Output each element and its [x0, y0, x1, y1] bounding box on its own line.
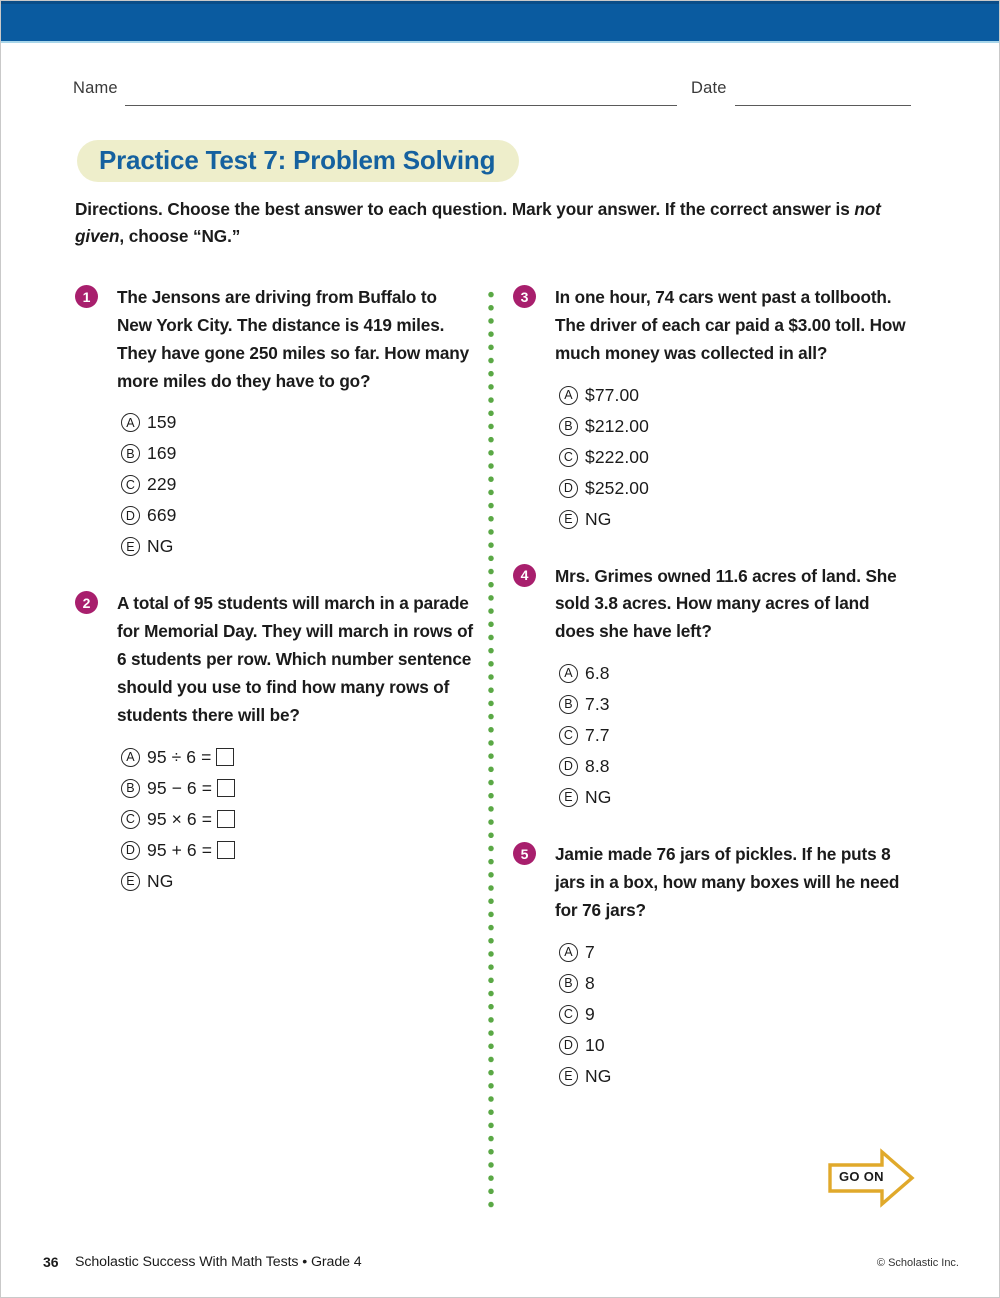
answer-choice-text: 159	[147, 412, 177, 433]
answer-bubble-d[interactable]: D	[559, 479, 578, 498]
directions-suffix: , choose “NG.”	[119, 225, 241, 246]
answer-bubble-a[interactable]: A	[121, 413, 140, 432]
question-4	[513, 563, 913, 814]
answer-choice-list	[559, 937, 913, 1092]
go-on-label: GO ON	[839, 1169, 884, 1184]
answer-bubble-b[interactable]: B	[559, 417, 578, 436]
answer-choice-list	[121, 407, 475, 562]
answer-choice-text: 95 ÷ 6 =	[147, 746, 212, 767]
answer-bubble-e[interactable]: E	[559, 1067, 578, 1086]
answer-bubble-d[interactable]: D	[121, 506, 140, 525]
answer-choice-text: 95 × 6 =	[147, 808, 213, 829]
answer-choice-text: NG	[585, 787, 612, 808]
page-footer	[43, 1254, 959, 1274]
answer-choice-text: NG	[585, 508, 612, 529]
dotted-column-divider	[488, 288, 494, 1208]
answer-choice-text: 95 + 6 =	[147, 839, 213, 860]
answer-choice[interactable]	[121, 407, 475, 438]
questions-column-right	[513, 284, 913, 1120]
answer-choice[interactable]	[559, 751, 913, 782]
question-text: In one hour, 74 cars went past a tollbooth. The driver of each car paid a $3.00 toll. How much money was collected in all?	[555, 287, 906, 363]
answer-choice[interactable]	[121, 835, 475, 866]
answer-bubble-d[interactable]: D	[559, 757, 578, 776]
page-number: 36	[43, 1254, 59, 1270]
answer-choice-text: 7.3	[585, 694, 610, 715]
question-3	[513, 284, 913, 535]
question-text: A total of 95 students will march in a parade for Memorial Day. They will march in rows of 6 students per row. Which number sentence should you use to find how many rows of students there will be?	[117, 593, 474, 725]
answer-bubble-b[interactable]: B	[559, 695, 578, 714]
answer-choice-text: 6.8	[585, 663, 610, 684]
answer-bubble-c[interactable]: C	[121, 475, 140, 494]
answer-choice[interactable]	[559, 720, 913, 751]
answer-choice[interactable]	[121, 531, 475, 562]
answer-bubble-e[interactable]: E	[121, 537, 140, 556]
answer-choice-text: NG	[585, 1065, 612, 1086]
answer-bubble-c[interactable]: C	[121, 810, 140, 829]
answer-choice[interactable]	[559, 1030, 913, 1061]
question-text: Jamie made 76 jars of pickles. If he puts 8 jars in a box, how many boxes will he need for 76 jars?	[555, 844, 900, 920]
empty-answer-box[interactable]	[217, 779, 235, 797]
answer-choice[interactable]	[559, 968, 913, 999]
top-color-band	[1, 1, 1000, 43]
answer-choice[interactable]	[559, 411, 913, 442]
answer-bubble-a[interactable]: A	[559, 664, 578, 683]
answer-choice-text: 8.8	[585, 756, 610, 777]
answer-bubble-a[interactable]: A	[559, 943, 578, 962]
answer-choice[interactable]	[121, 500, 475, 531]
questions-column-left	[75, 284, 475, 925]
question-text: The Jensons are driving from Buffalo to New York City. The distance is 419 miles. They have gone 250 miles so far. How many more miles do they have to go?	[117, 287, 470, 391]
question-number-badge: 1	[75, 285, 98, 308]
question-number-badge: 5	[513, 842, 536, 865]
question-text: Mrs. Grimes owned 11.6 acres of land. She sold 3.8 acres. How many acres of land does she have left?	[555, 565, 897, 642]
answer-choice-text: NG	[147, 536, 174, 557]
answer-choice-text: NG	[147, 870, 174, 891]
answer-bubble-d[interactable]: D	[121, 841, 140, 860]
answer-choice-list	[559, 380, 913, 535]
answer-choice[interactable]	[559, 999, 913, 1030]
answer-choice-text: 9	[585, 1003, 595, 1024]
answer-choice-text: 95 − 6 =	[147, 777, 213, 798]
answer-bubble-a[interactable]: A	[121, 748, 140, 767]
answer-choice[interactable]	[559, 504, 913, 535]
practice-test-banner	[77, 140, 519, 182]
answer-choice-text: 7	[585, 941, 595, 962]
answer-choice[interactable]	[559, 782, 913, 813]
answer-choice[interactable]	[559, 1061, 913, 1092]
answer-bubble-e[interactable]: E	[559, 510, 578, 529]
answer-choice-text: 669	[147, 505, 177, 526]
answer-bubble-c[interactable]: C	[559, 448, 578, 467]
question-number-badge: 3	[513, 285, 536, 308]
answer-choice-text: 229	[147, 474, 177, 495]
question-5	[513, 841, 913, 1092]
directions-italic-phrase: not given	[75, 199, 881, 246]
answer-choice[interactable]	[121, 866, 475, 897]
answer-choice-text: 8	[585, 972, 595, 993]
question-number-badge: 2	[75, 591, 98, 614]
answer-bubble-c[interactable]: C	[559, 1005, 578, 1024]
answer-choice-text: 10	[585, 1034, 605, 1055]
answer-bubble-e[interactable]: E	[121, 872, 140, 891]
date-write-in-line[interactable]	[735, 105, 911, 106]
copyright-notice: © Scholastic Inc.	[876, 1257, 959, 1269]
answer-choice-text: $222.00	[585, 446, 649, 467]
answer-choice-list	[559, 658, 913, 813]
answer-choice[interactable]	[559, 380, 913, 411]
answer-choice[interactable]	[559, 473, 913, 504]
answer-bubble-a[interactable]: A	[559, 386, 578, 405]
answer-choice[interactable]	[559, 937, 913, 968]
answer-bubble-d[interactable]: D	[559, 1036, 578, 1055]
answer-choice-text: 169	[147, 443, 177, 464]
question-1	[75, 284, 475, 562]
empty-answer-box[interactable]	[216, 748, 234, 766]
page-title: Practice Test 7: Problem Solving	[99, 145, 496, 175]
footer-book-title: Scholastic Success With Math Tests • Grade 4	[75, 1254, 362, 1270]
answer-choice[interactable]	[121, 742, 475, 773]
answer-choice[interactable]	[121, 438, 475, 469]
answer-bubble-c[interactable]: C	[559, 726, 578, 745]
go-on-badge	[827, 1147, 915, 1209]
name-date-row	[73, 79, 913, 105]
answer-choice[interactable]	[121, 469, 475, 500]
name-label: Name	[73, 79, 118, 97]
answer-choice[interactable]	[559, 442, 913, 473]
answer-bubble-b[interactable]: B	[121, 444, 140, 463]
answer-bubble-b[interactable]: B	[559, 974, 578, 993]
answer-choice-text: $212.00	[585, 415, 649, 436]
answer-choice-text: $77.00	[585, 384, 640, 405]
answer-choice-text: 7.7	[585, 725, 610, 746]
question-2	[75, 590, 475, 896]
directions-prefix: Directions. Choose the best answer to each question. Mark your answer. If the correct answer is	[75, 199, 855, 219]
question-number-badge: 4	[513, 564, 536, 587]
answer-choice[interactable]	[559, 658, 913, 689]
empty-answer-box[interactable]	[217, 810, 235, 828]
answer-bubble-b[interactable]: B	[121, 779, 140, 798]
empty-answer-box[interactable]	[217, 841, 235, 859]
date-label: Date	[691, 79, 727, 97]
answer-choice[interactable]	[559, 689, 913, 720]
answer-choice[interactable]	[121, 773, 475, 804]
answer-choice-text: $252.00	[585, 477, 649, 498]
answer-choice[interactable]	[121, 804, 475, 835]
directions-text	[75, 196, 885, 249]
answer-choice-list	[121, 742, 475, 897]
name-write-in-line[interactable]	[125, 105, 677, 106]
answer-bubble-e[interactable]: E	[559, 788, 578, 807]
